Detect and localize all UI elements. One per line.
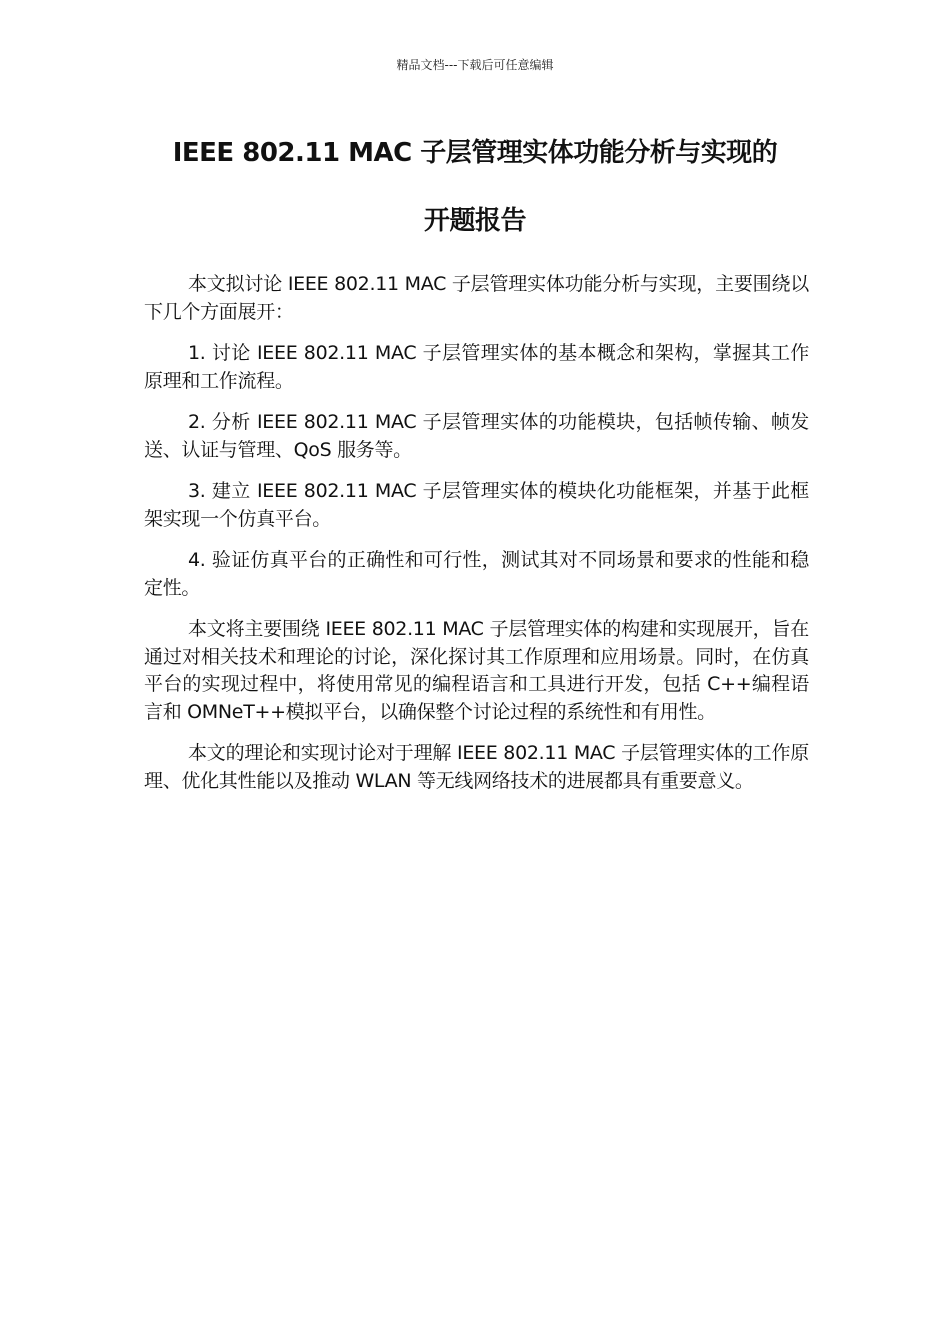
paragraph-item-4: 4. 验证仿真平台的正确性和可行性，测试其对不同场景和要求的性能和稳定性。 (144, 549, 809, 599)
paragraph-scope: 本文将主要围绕 IEEE 802.11 MAC 子层管理实体的构建和实现展开，旨在通过对相关技术和理论的讨论，深化探讨其工作原理和应用场景。同时，在仿真平台的实现过程中，将使用常见的编程语言和工具进行开发，包括 C++编程语言和 OMNeT++模拟平台，以确保整个讨论过程的系统性和有用性。 (144, 618, 809, 723)
paragraph-intro: 本文拟讨论 IEEE 802.11 MAC 子层管理实体功能分析与实现，主要围绕以下几个方面展开： (144, 273, 809, 323)
paragraph-significance: 本文的理论和实现讨论对于理解 IEEE 802.11 MAC 子层管理实体的工作原理、优化其性能以及推动 WLAN 等无线网络技术的进展都具有重要意义。 (144, 742, 809, 792)
title-line-1: IEEE 802.11 MAC 子层管理实体功能分析与实现的 (172, 138, 778, 168)
paragraph-item-3: 3. 建立 IEEE 802.11 MAC 子层管理实体的模块化功能框架，并基于此框架实现一个仿真平台。 (144, 480, 809, 530)
document-body (144, 271, 809, 809)
header-note: 精品文档---下载后可任意编辑 (396, 58, 554, 72)
paragraph-item-2: 2. 分析 IEEE 802.11 MAC 子层管理实体的功能模块，包括帧传输、帧发送、认证与管理、QoS 服务等。 (144, 411, 809, 461)
document-title (100, 134, 850, 240)
title-line-2: 开题报告 (423, 206, 526, 236)
paragraph-item-1: 1. 讨论 IEEE 802.11 MAC 子层管理实体的基本概念和架构，掌握其工作原理和工作流程。 (144, 342, 809, 392)
